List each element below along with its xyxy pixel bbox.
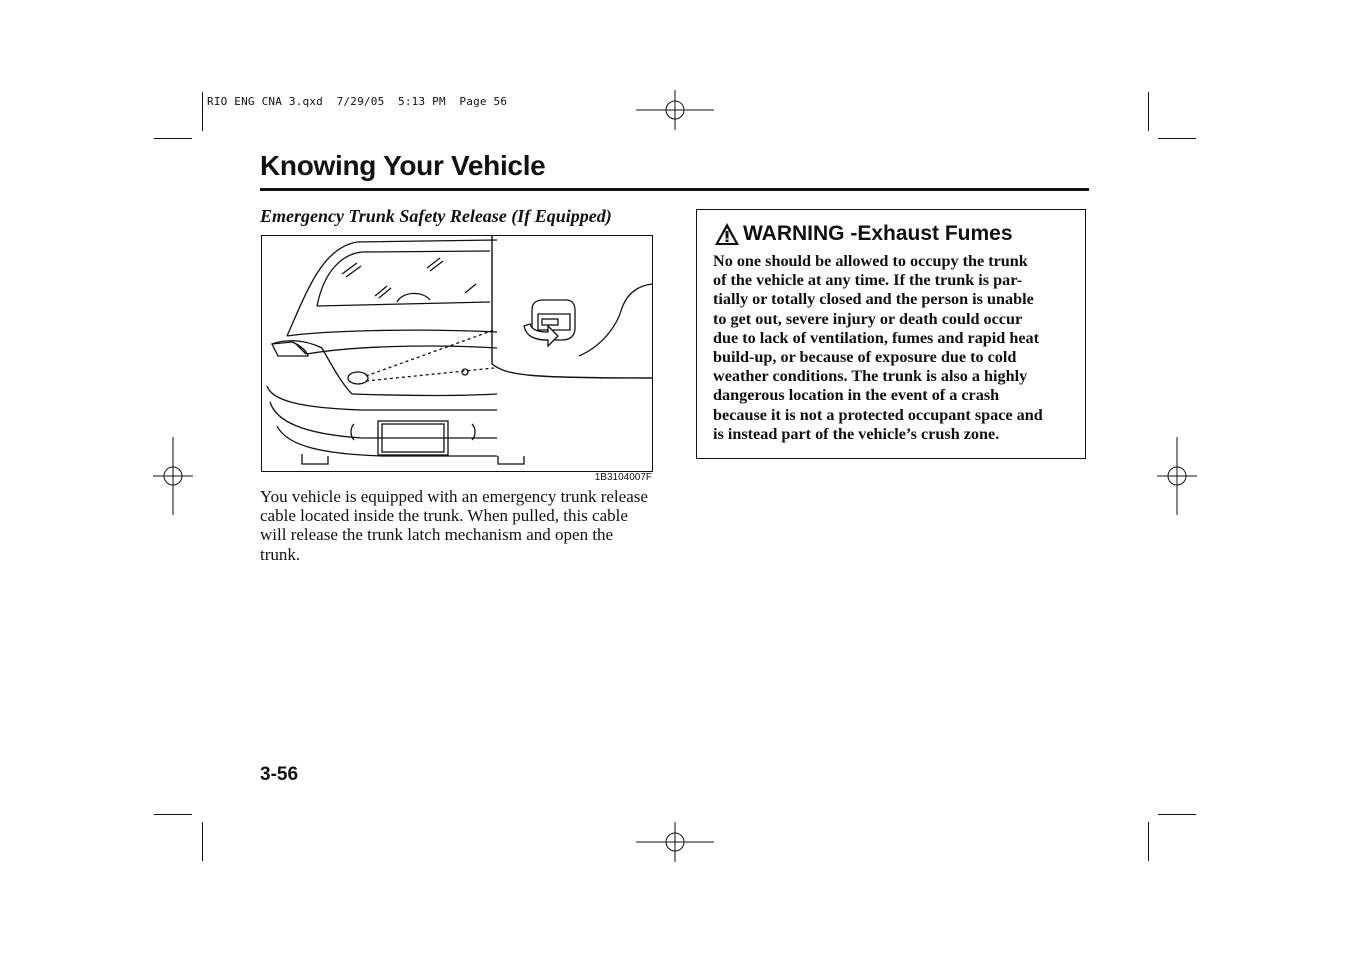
body-paragraph: You vehicle is equipped with an emergency trunk release cable located inside the trunk. When pulled, this cable will release the trunk latch mechanism and open the trunk. <box>260 487 648 564</box>
warning-line: build-up, or because of exposure due to cold <box>713 348 1017 367</box>
warning-line: weather conditions. The trunk is also a highly <box>713 367 1028 386</box>
trunk-release-figure <box>261 235 653 472</box>
figure-code: 1B3104007F <box>594 472 652 483</box>
section-title: Knowing Your Vehicle <box>260 150 546 181</box>
registration-mark-left <box>153 437 193 515</box>
warning-line: of the vehicle at any time. If the trunk is par- <box>713 271 1023 290</box>
warning-line: because it is not a protected occupant space and <box>713 405 1043 424</box>
warning-line: No one should be allowed to occupy the trunk <box>713 252 1028 270</box>
car-rear-trunk-release-illustration <box>262 236 652 471</box>
warning-line: dangerous location in the event of a crash <box>713 386 1000 405</box>
registration-mark-bottom <box>636 822 714 862</box>
warning-heading <box>714 222 1013 246</box>
registration-mark-top <box>636 90 714 130</box>
warning-text <box>713 252 1075 444</box>
warning-line: to get out, severe injury or death could occur <box>713 309 1023 328</box>
subsection-heading: Emergency Trunk Safety Release (If Equipped) <box>260 206 612 226</box>
page-number: 3-56 <box>260 764 299 785</box>
print-slug-line: RIO ENG CNA 3.qxd 7/29/05 5:13 PM Page 56 <box>207 95 508 108</box>
registration-mark-right <box>1157 437 1197 515</box>
warning-line: is instead part of the vehicle’s crush zone. <box>713 424 1000 443</box>
warning-title: WARNING -Exhaust Fumes <box>743 222 1013 245</box>
warning-triangle-icon <box>714 222 740 246</box>
title-rule <box>260 188 1089 191</box>
warning-line: tially or totally closed and the person is unable <box>713 290 1034 309</box>
warning-line: due to lack of ventilation, fumes and rapid heat <box>713 328 1040 347</box>
